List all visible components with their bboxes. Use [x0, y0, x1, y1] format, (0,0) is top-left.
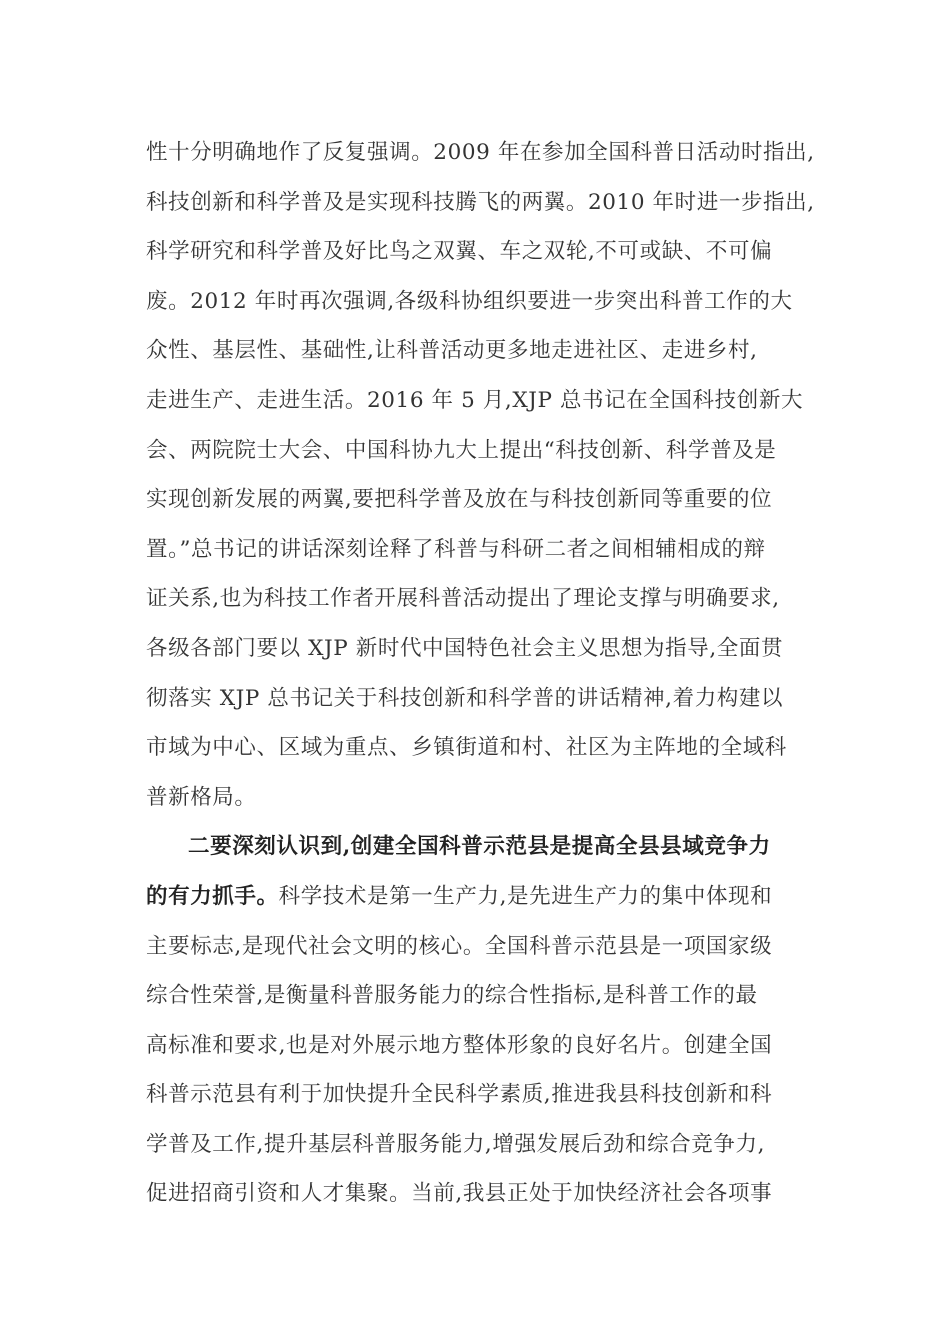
text-line: 会、两院院士大会、中国科协九大上提出“科技创新、科学普及是: [146, 437, 777, 463]
text-line: 学普及工作,提升基层科普服务能力,增强发展后劲和综合竞争力,: [146, 1131, 766, 1157]
text-line: 走进生产、走进生活。2016 年 5 月,XJP 总书记在全国科技创新大: [146, 387, 804, 413]
text-line: 置。”总书记的讲话深刻诠释了科普与科研二者之间相辅相成的辩: [146, 536, 766, 562]
text-line: 证关系,也为科技工作者开展科普活动提出了理论支撑与明确要求,: [146, 586, 780, 612]
text-line: 科技创新和科学普及是实现科技腾飞的两翼。2010 年时进一步指出,: [146, 189, 815, 215]
text-line: 彻落实 XJP 总书记关于科技创新和科学普的讲话精神,着力构建以: [146, 685, 784, 711]
text-line: 促进招商引资和人才集聚。当前,我县正处于加快经济社会各项事: [146, 1181, 773, 1207]
text-line: 科普示范县有利于加快提升全民科学素质,推进我县科技创新和科: [146, 1082, 773, 1108]
text-line: 高标准和要求,也是对外展示地方整体形象的良好名片。创建全国: [146, 1032, 773, 1058]
text-line: 众性、基层性、基础性,让科普活动更多地走进社区、走进乡村,: [146, 338, 758, 364]
text-line: 性十分明确地作了反复强调。2009 年在参加全国科普日活动时指出,: [146, 140, 815, 165]
text-line: 实现创新发展的两翼,要把科学普及放在与科技创新同等重要的位: [146, 487, 773, 513]
text-line: 科学研究和科学普及好比鸟之双翼、车之双轮,不可或缺、不可偏: [146, 239, 773, 265]
text-line: 综合性荣誉,是衡量科普服务能力的综合性指标,是科普工作的最: [146, 983, 758, 1009]
text-line: 废。2012 年时再次强调,各级科协组织要进一步突出科普工作的大: [146, 288, 793, 314]
body-text: [146, 128, 815, 1219]
text-line: 各级各部门要以 XJP 新时代中国特色社会主义思想为指导,全面贯: [146, 635, 784, 661]
text-run: 科学技术是第一生产力,是先进生产力的集中体现和: [278, 883, 773, 909]
section-heading: 二要深刻认识到,创建全国科普示范县是提高全县县域竞争力: [188, 834, 771, 860]
section-heading-end: 的有力抓手。: [146, 883, 279, 909]
text-line: 市域为中心、区域为重点、乡镇街道和村、社区为主阵地的全域科: [146, 735, 787, 761]
text-line: [146, 872, 806, 922]
text-line: 主要标志,是现代社会文明的核心。全国科普示范县是一项国家级: [146, 933, 773, 959]
text-line: 普新格局。: [146, 784, 257, 810]
